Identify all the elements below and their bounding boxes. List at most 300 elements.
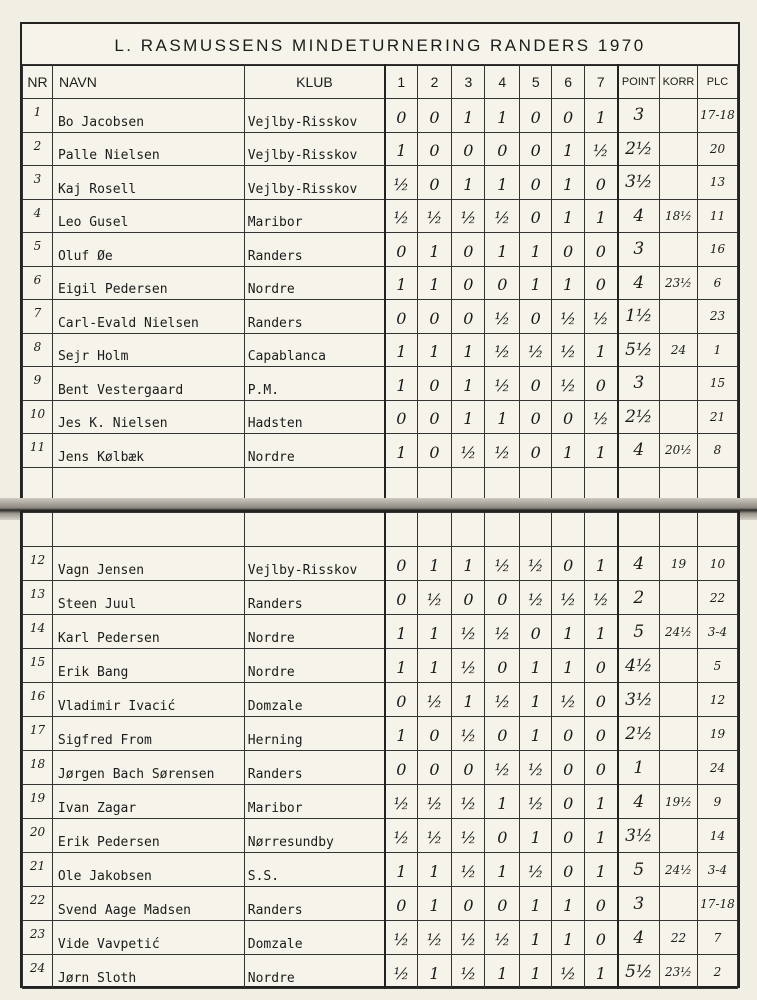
round-2-result: 0 <box>417 132 452 166</box>
round-3-result: 0 <box>452 132 485 166</box>
player-nr: 1 <box>23 99 53 133</box>
player-name: Vladimir Ivacić <box>52 683 244 717</box>
round-4-result: ½ <box>485 367 520 401</box>
player-points: 5 <box>618 853 660 887</box>
round-4-result: 0 <box>485 266 520 300</box>
player-club: Nordre <box>244 266 385 300</box>
page-title: L. RASMUSSENS MINDETURNERING RANDERS 1970 <box>22 24 738 66</box>
round-2-result: 1 <box>417 333 452 367</box>
round-3-result: 1 <box>452 400 485 434</box>
round-6-result: 1 <box>552 132 585 166</box>
header-round-6: 6 <box>552 65 585 99</box>
round-5-result: 1 <box>520 921 552 955</box>
player-club: Herning <box>244 717 385 751</box>
round-4-result: 1 <box>485 785 520 819</box>
player-club: Maribor <box>244 199 385 233</box>
player-nr: 10 <box>23 400 53 434</box>
round-3-result: ½ <box>452 434 485 468</box>
round-7-result: 1 <box>585 615 618 649</box>
player-placement: 24 <box>697 751 737 785</box>
player-nr: 22 <box>23 887 53 921</box>
player-row <box>23 785 738 819</box>
player-club: Vejlby-Risskov <box>244 132 385 166</box>
round-6-result: ½ <box>552 367 585 401</box>
round-2-result: ½ <box>417 819 452 853</box>
round-1-result: 1 <box>385 132 417 166</box>
player-points: 3½ <box>618 819 660 853</box>
round-6-result: 0 <box>552 853 585 887</box>
header-navn: NAVN <box>52 65 244 99</box>
round-4-result: 0 <box>485 132 520 166</box>
empty-cell <box>417 513 452 547</box>
player-placement: 17-18 <box>697 887 737 921</box>
round-5-result: ½ <box>520 333 552 367</box>
round-5-result: 1 <box>520 233 552 267</box>
player-points: 1 <box>618 751 660 785</box>
round-5-result: 1 <box>520 887 552 921</box>
player-placement: 12 <box>697 683 737 717</box>
player-placement: 23 <box>697 300 737 334</box>
player-name: Vagn Jensen <box>52 547 244 581</box>
round-5-result: 0 <box>520 199 552 233</box>
round-1-result: 0 <box>385 300 417 334</box>
empty-cell <box>697 513 737 547</box>
player-placement: 14 <box>697 819 737 853</box>
empty-cell <box>417 467 452 501</box>
round-4-result: 0 <box>485 717 520 751</box>
player-korr: 18½ <box>659 199 697 233</box>
player-club: Nordre <box>244 649 385 683</box>
player-row <box>23 199 738 233</box>
player-club: Randers <box>244 581 385 615</box>
round-4-result: 0 <box>485 649 520 683</box>
player-nr: 17 <box>23 717 53 751</box>
player-name: Steen Juul <box>52 581 244 615</box>
player-korr: 19½ <box>660 785 698 819</box>
player-placement: 16 <box>697 233 737 267</box>
player-korr <box>659 300 697 334</box>
round-3-result: ½ <box>452 615 485 649</box>
empty-cell <box>485 513 520 547</box>
round-7-result: ½ <box>585 400 618 434</box>
round-4-result: ½ <box>485 434 520 468</box>
round-6-result: 0 <box>552 785 585 819</box>
round-1-result: 1 <box>385 717 417 751</box>
round-6-result: ½ <box>552 955 585 989</box>
player-korr <box>660 887 698 921</box>
round-5-result: ½ <box>520 581 552 615</box>
player-placement: 11 <box>697 199 737 233</box>
round-6-result: 0 <box>552 717 585 751</box>
round-7-result: 1 <box>585 434 618 468</box>
empty-cell <box>485 467 520 501</box>
round-2-result: ½ <box>417 785 452 819</box>
round-1-result: 1 <box>385 615 417 649</box>
player-club: Domzale <box>244 921 385 955</box>
round-7-result: 1 <box>585 819 618 853</box>
round-3-result: 0 <box>452 233 485 267</box>
player-name: Oluf Øe <box>52 233 244 267</box>
header-plc: PLC <box>697 65 737 99</box>
empty-cell <box>385 467 417 501</box>
player-nr: 18 <box>23 751 53 785</box>
round-2-result: 1 <box>417 955 452 989</box>
player-name: Jørn Sloth <box>52 955 244 989</box>
player-nr: 20 <box>23 819 53 853</box>
player-nr: 13 <box>23 581 53 615</box>
empty-cell <box>385 513 417 547</box>
round-6-result: ½ <box>552 683 585 717</box>
round-3-result: 1 <box>452 99 485 133</box>
round-7-result: ½ <box>585 300 618 334</box>
header-round-2: 2 <box>417 65 452 99</box>
player-placement: 19 <box>697 717 737 751</box>
round-4-result: 1 <box>485 400 520 434</box>
player-points: 3½ <box>618 683 660 717</box>
player-points: 3 <box>618 887 660 921</box>
player-korr <box>659 233 697 267</box>
round-6-result: 0 <box>552 400 585 434</box>
player-points: 4 <box>618 434 660 468</box>
player-nr: 11 <box>23 434 53 468</box>
player-name: Sigfred From <box>52 717 244 751</box>
player-nr: 23 <box>23 921 53 955</box>
empty-cell <box>697 467 737 501</box>
player-points: 2½ <box>618 717 660 751</box>
header-round-3: 3 <box>452 65 485 99</box>
player-club: Vejlby-Risskov <box>244 547 385 581</box>
player-nr: 5 <box>23 233 53 267</box>
header-klub: KLUB <box>244 65 385 99</box>
player-korr <box>660 649 698 683</box>
results-body-top <box>23 99 738 501</box>
header-point: POINT <box>618 65 660 99</box>
player-name: Vide Vavpetić <box>52 921 244 955</box>
round-4-result: ½ <box>485 300 520 334</box>
round-4-result: 0 <box>485 581 520 615</box>
round-1-result: ½ <box>385 819 417 853</box>
round-3-result: 0 <box>452 581 485 615</box>
empty-cell <box>520 467 552 501</box>
player-korr <box>660 717 698 751</box>
player-club: Vejlby-Risskov <box>244 166 385 200</box>
player-points: 3 <box>618 99 660 133</box>
round-3-result: 1 <box>452 166 485 200</box>
player-club: Domzale <box>244 683 385 717</box>
round-2-result: 0 <box>417 717 452 751</box>
round-2-result: 0 <box>417 367 452 401</box>
round-5-result: 1 <box>520 683 552 717</box>
player-name: Sejr Holm <box>52 333 244 367</box>
round-2-result: 0 <box>417 166 452 200</box>
player-nr: 14 <box>23 615 53 649</box>
header-row <box>23 65 738 99</box>
player-name: Jens Kølbæk <box>52 434 244 468</box>
round-1-result: 0 <box>385 581 417 615</box>
player-placement: 7 <box>697 921 737 955</box>
player-row <box>23 400 738 434</box>
round-1-result: 1 <box>385 367 417 401</box>
round-4-result: 0 <box>485 819 520 853</box>
round-2-result: 1 <box>417 649 452 683</box>
round-6-result: ½ <box>552 581 585 615</box>
player-name: Jes K. Nielsen <box>52 400 244 434</box>
player-placement: 5 <box>697 649 737 683</box>
player-korr: 24½ <box>660 615 698 649</box>
player-club: Randers <box>244 300 385 334</box>
round-2-result: ½ <box>417 199 452 233</box>
player-row <box>23 649 738 683</box>
round-5-result: ½ <box>520 785 552 819</box>
player-club: Nordre <box>244 955 385 989</box>
player-row <box>23 367 738 401</box>
round-1-result: 0 <box>385 233 417 267</box>
empty-cell <box>585 467 618 501</box>
player-row <box>23 99 738 133</box>
round-1-result: ½ <box>385 955 417 989</box>
player-name: Svend Aage Madsen <box>52 887 244 921</box>
round-1-result: 0 <box>385 99 417 133</box>
player-points: 2½ <box>618 400 660 434</box>
round-7-result: 1 <box>585 547 618 581</box>
player-nr: 4 <box>23 199 53 233</box>
player-korr: 24 <box>659 333 697 367</box>
player-row <box>23 819 738 853</box>
round-6-result: 1 <box>552 166 585 200</box>
player-nr: 15 <box>23 649 53 683</box>
player-korr: 22 <box>660 921 698 955</box>
round-5-result: 0 <box>520 132 552 166</box>
round-5-result: ½ <box>520 547 552 581</box>
player-name: Karl Pedersen <box>52 615 244 649</box>
header-round-7: 7 <box>585 65 618 99</box>
round-3-result: ½ <box>452 853 485 887</box>
round-3-result: 1 <box>452 547 485 581</box>
round-2-result: 1 <box>417 615 452 649</box>
round-2-result: 1 <box>417 853 452 887</box>
round-6-result: 1 <box>552 615 585 649</box>
round-7-result: 0 <box>585 233 618 267</box>
player-name: Bo Jacobsen <box>52 99 244 133</box>
empty-cell <box>659 467 697 501</box>
round-1-result: ½ <box>385 166 417 200</box>
player-placement: 8 <box>697 434 737 468</box>
round-3-result: 1 <box>452 683 485 717</box>
player-points: 2½ <box>618 132 660 166</box>
player-name: Erik Bang <box>52 649 244 683</box>
player-korr: 24½ <box>660 853 698 887</box>
round-4-result: ½ <box>485 199 520 233</box>
round-3-result: 1 <box>452 333 485 367</box>
player-row <box>23 717 738 751</box>
round-7-result: 1 <box>585 199 618 233</box>
header-round-1: 1 <box>385 65 417 99</box>
round-7-result: 0 <box>585 166 618 200</box>
round-7-result: 1 <box>585 333 618 367</box>
player-korr <box>660 751 698 785</box>
round-4-result: ½ <box>485 921 520 955</box>
player-club: Nordre <box>244 434 385 468</box>
round-1-result: 0 <box>385 547 417 581</box>
round-1-result: ½ <box>385 199 417 233</box>
player-club: Randers <box>244 233 385 267</box>
round-4-result: 0 <box>485 887 520 921</box>
player-name: Eigil Pedersen <box>52 266 244 300</box>
player-nr: 6 <box>23 266 53 300</box>
player-placement: 10 <box>697 547 737 581</box>
player-points: 3 <box>618 367 660 401</box>
empty-cell <box>452 513 485 547</box>
player-placement: 21 <box>697 400 737 434</box>
round-4-result: ½ <box>485 333 520 367</box>
round-6-result: 1 <box>552 649 585 683</box>
empty-cell <box>23 467 53 501</box>
round-2-result: ½ <box>417 683 452 717</box>
round-4-result: 1 <box>485 233 520 267</box>
player-row <box>23 434 738 468</box>
player-korr <box>660 683 698 717</box>
round-2-result: 0 <box>417 434 452 468</box>
round-1-result: 1 <box>385 853 417 887</box>
round-2-result: 1 <box>417 266 452 300</box>
player-placement: 17-18 <box>697 99 737 133</box>
player-row <box>23 333 738 367</box>
player-row <box>23 615 738 649</box>
round-4-result: ½ <box>485 751 520 785</box>
player-points: 3 <box>618 233 660 267</box>
round-1-result: 1 <box>385 333 417 367</box>
empty-cell <box>660 513 698 547</box>
empty-cell <box>585 513 618 547</box>
round-3-result: 0 <box>452 266 485 300</box>
round-6-result: 1 <box>552 434 585 468</box>
player-points: 4 <box>618 921 660 955</box>
player-nr: 7 <box>23 300 53 334</box>
player-points: 4½ <box>618 649 660 683</box>
player-row <box>23 683 738 717</box>
player-korr <box>659 99 697 133</box>
player-points: 2 <box>618 581 660 615</box>
player-placement: 15 <box>697 367 737 401</box>
results-table-bottom <box>22 512 738 989</box>
round-2-result: 1 <box>417 547 452 581</box>
player-points: 4 <box>618 199 660 233</box>
player-korr <box>659 166 697 200</box>
round-2-result: 0 <box>417 99 452 133</box>
player-name: Palle Nielsen <box>52 132 244 166</box>
round-6-result: ½ <box>552 333 585 367</box>
empty-cell <box>552 513 585 547</box>
round-2-result: ½ <box>417 921 452 955</box>
round-5-result: 1 <box>520 955 552 989</box>
player-korr <box>660 581 698 615</box>
player-name: Erik Pedersen <box>52 819 244 853</box>
round-7-result: ½ <box>585 581 618 615</box>
player-placement: 9 <box>697 785 737 819</box>
results-body-bottom <box>23 513 738 989</box>
player-row <box>23 233 738 267</box>
round-4-result: ½ <box>485 615 520 649</box>
player-row <box>23 955 738 989</box>
round-5-result: 0 <box>520 434 552 468</box>
empty-cell <box>618 513 660 547</box>
player-placement: 1 <box>697 333 737 367</box>
empty-cell <box>52 513 244 547</box>
player-placement: 20 <box>697 132 737 166</box>
player-club: Vejlby-Risskov <box>244 99 385 133</box>
round-7-result: 1 <box>585 99 618 133</box>
empty-cell <box>618 467 660 501</box>
empty-cell <box>244 467 385 501</box>
player-club: P.M. <box>244 367 385 401</box>
round-7-result: 0 <box>585 266 618 300</box>
player-nr: 2 <box>23 132 53 166</box>
player-row <box>23 166 738 200</box>
player-placement: 3-4 <box>697 615 737 649</box>
player-points: 4 <box>618 547 660 581</box>
round-6-result: 1 <box>552 199 585 233</box>
round-5-result: 0 <box>520 99 552 133</box>
player-korr: 20½ <box>659 434 697 468</box>
player-nr: 12 <box>23 547 53 581</box>
round-4-result: 1 <box>485 955 520 989</box>
empty-row <box>23 467 738 501</box>
player-name: Leo Gusel <box>52 199 244 233</box>
player-name: Kaj Rosell <box>52 166 244 200</box>
empty-cell <box>244 513 385 547</box>
player-nr: 16 <box>23 683 53 717</box>
player-name: Ivan Zagar <box>52 785 244 819</box>
round-5-result: 0 <box>520 615 552 649</box>
round-1-result: 0 <box>385 887 417 921</box>
round-4-result: 1 <box>485 99 520 133</box>
round-3-result: ½ <box>452 717 485 751</box>
round-6-result: 0 <box>552 819 585 853</box>
round-1-result: 0 <box>385 751 417 785</box>
player-row <box>23 300 738 334</box>
empty-cell <box>552 467 585 501</box>
round-2-result: 0 <box>417 751 452 785</box>
player-club: Randers <box>244 887 385 921</box>
results-table-top <box>22 64 738 501</box>
scoresheet-top-page <box>20 22 740 506</box>
player-korr: 23½ <box>659 266 697 300</box>
empty-row <box>23 513 738 547</box>
round-6-result: 1 <box>552 266 585 300</box>
round-1-result: ½ <box>385 785 417 819</box>
round-3-result: ½ <box>452 921 485 955</box>
round-6-result: 1 <box>552 887 585 921</box>
round-3-result: 0 <box>452 300 485 334</box>
player-korr: 23½ <box>660 955 698 989</box>
round-6-result: 0 <box>552 751 585 785</box>
player-nr: 8 <box>23 333 53 367</box>
round-5-result: 1 <box>520 819 552 853</box>
player-row <box>23 921 738 955</box>
round-4-result: ½ <box>485 683 520 717</box>
round-7-result: 0 <box>585 921 618 955</box>
round-3-result: ½ <box>452 649 485 683</box>
round-6-result: 1 <box>552 921 585 955</box>
player-nr: 9 <box>23 367 53 401</box>
player-korr <box>660 819 698 853</box>
player-placement: 3-4 <box>697 853 737 887</box>
round-6-result: ½ <box>552 300 585 334</box>
round-5-result: 0 <box>520 367 552 401</box>
player-placement: 2 <box>697 955 737 989</box>
round-7-result: 0 <box>585 717 618 751</box>
empty-cell <box>52 467 244 501</box>
